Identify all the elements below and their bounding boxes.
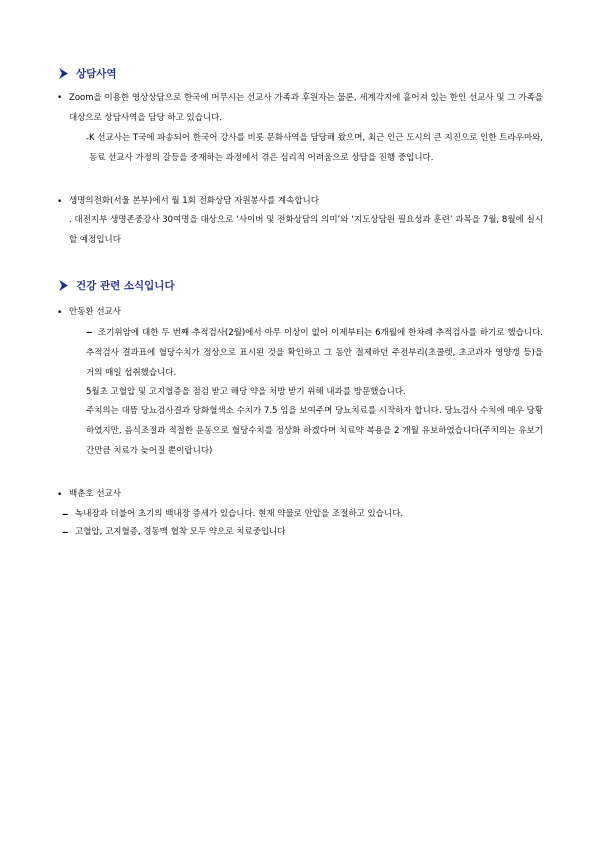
sub-item-marker: -	[86, 134, 90, 144]
bold-dash-marker: ‒	[62, 510, 69, 520]
ahn-clinic-visit-text: 5월초 고혈압 및 고지혈증을 점검 받고 해당 약을 처방 받기 위해 내과를 방문했습니다.	[86, 387, 406, 397]
person-name-baek: 백춘호 선교사	[69, 489, 121, 499]
right-arrowhead-icon	[58, 280, 69, 291]
section-heading-text: 건강 관련 소식입니다	[76, 280, 175, 292]
right-arrowhead-icon	[58, 68, 69, 79]
baek-eye-condition-text: 녹내장과 더불어 초기의 백내장 증세가 있습니다. 현재 약물로 안압을 조절하고 있습니다.	[75, 509, 404, 519]
section-heading-health	[58, 278, 175, 293]
bullet-marker: •	[57, 93, 63, 103]
bullet-marker: •	[57, 197, 63, 207]
bold-dash-marker: ‒	[86, 328, 93, 338]
section-heading-text: 상담사역	[76, 68, 117, 80]
person-name-ahn: 안동환 선교사	[69, 307, 121, 317]
bullet-marker: •	[57, 490, 63, 500]
zoom-counseling-paragraph: Zoom을 이용한 영상상담으로 한국에 머무시는 선교사 가족과 후원자는 물론, 세계각지에 흩어져 있는 한인 선교사 및 그 가족을 대상으로 상담사역을 담당 하고 있습니다.	[69, 93, 543, 123]
ahn-checkup-paragraph: 조기위암에 대한 두 번째 추적검사(2월)에서 아무 이상이 없어 이제부터는 6개월에 한차례 추적검사를 하기로 했습니다. 추적검사 결과표에 혈당수치가 정상으로 표시된 것을 확인하고 그 동안 절제하던 주전부리(초콜렛, 초코과자 영양갱 등)을 거의 매일 섭취했습니다.	[86, 328, 543, 378]
section-heading-counseling	[58, 66, 117, 81]
lifeline-volunteer-text: 생명의전화(서울 본부)에서 월 1회 전화상담 자원봉사를 계속합니다	[69, 196, 319, 206]
bold-dash-marker: ‒	[62, 528, 69, 538]
ahn-diabetes-paragraph: 주치의는 대뜸 당뇨검사결과 당화혈색소 수치가 7.5 임을 보여주며 당뇨치료를 시작하자 합니다. 당뇨검사 수치에 매우 당황하였지만, 음식조절과 적절한 운동으로 혈당수치를 정상화 하겠다며 치료약 복용을 2 개월 유보하였습니다(주치의는 유보기간만큼 치료가 늦어질 뿐이랍니다)	[86, 406, 543, 456]
daejeon-training-paragraph: . 대전지부 생명존중강사 30여명을 대상으로 ‘사이버 및 전화상담의 의미’와 ‘지도상담원 필요성과 훈련’ 과목을 7월, 8월에 실시할 예정입니다	[69, 215, 543, 245]
baek-treatment-text: 고혈압, 고지혈증, 경동맥 협착 모두 약으로 치료중입니다	[75, 527, 286, 537]
bullet-marker: •	[57, 308, 63, 318]
k-missionary-paragraph: K 선교사는 T국에 파송되어 한국어 강사를 비롯 문화사역을 담당해 왔으며, 최근 인근 도시의 큰 지진으로 인한 트라우마와, 동료 선교사 가정의 갈등을 중재하는 과정에서 겪은 심리적 어려움으로 상담을 진행 중입니다.	[89, 133, 543, 163]
